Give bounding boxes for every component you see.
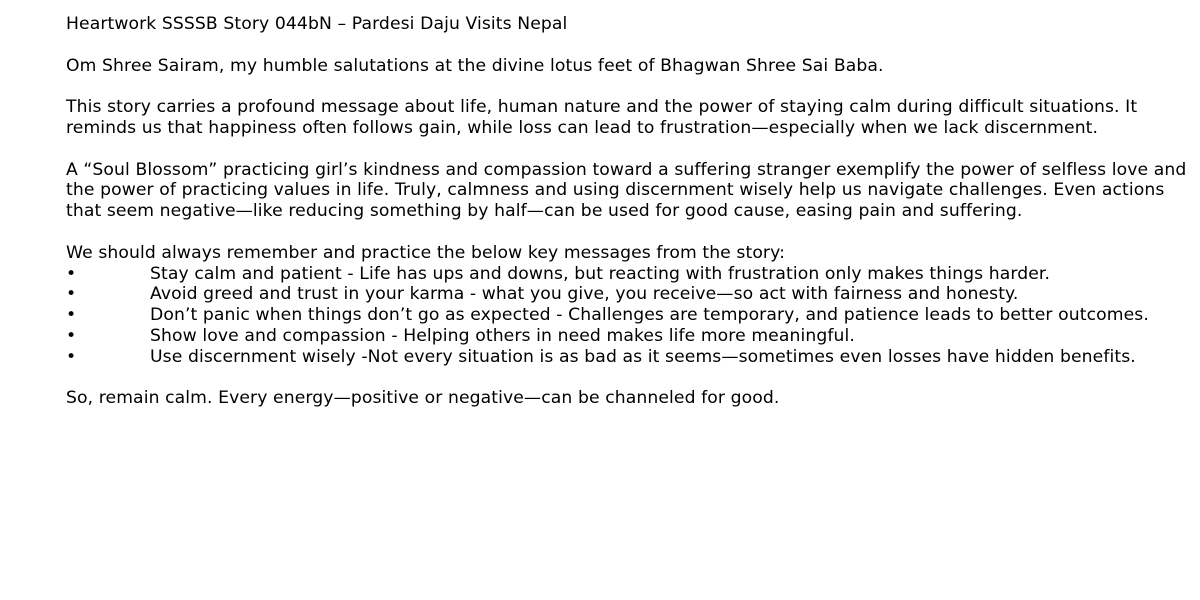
message-text: Don’t panic when things don’t go as expected - Challenges are temporary, and patience leads to better outcomes. xyxy=(150,305,1149,326)
key-messages-intro: We should always remember and practice the below key messages from the story: xyxy=(66,242,786,263)
document-title: Heartwork SSSSB Story 044bN – Pardesi Daju Visits Nepal xyxy=(66,14,568,34)
bullet-icon: • xyxy=(66,325,77,346)
bullet-icon: • xyxy=(66,305,77,326)
message-text: Stay calm and patient - Life has ups and downs, but reacting with frustration only makes things harder. xyxy=(150,263,1051,284)
story-document xyxy=(66,14,1191,409)
salutation-paragraph: Om Shree Sairam, my humble salutations at the divine lotus feet of Bhagwan Shree Sai Baba. xyxy=(66,55,884,76)
list-item xyxy=(66,264,1191,285)
list-item xyxy=(66,305,1191,326)
bullet-icon: • xyxy=(66,284,77,305)
closing-paragraph: So, remain calm. Every energy—positive or negative—can be channeled for good. xyxy=(66,388,780,409)
bullet-icon: • xyxy=(66,346,77,367)
story-message-paragraph: This story carries a profound message about life, human nature and the power of staying calm during difficult situations. It reminds us that happiness often follows gain, while loss can lead to frustration—especially when we lack discernment. xyxy=(66,97,1138,138)
list-item xyxy=(66,347,1191,368)
soul-blossom-paragraph: A “Soul Blossom” practicing girl’s kindness and compassion toward a suffering stranger exemplify the power of selfless love and the power of practicing values in life. Truly, calmness and using discernment wisely help us navigate challenges. Even actions that seem negative—like reducing something by half—can be used for good cause, easing pain and suffering. xyxy=(66,159,1187,222)
list-item xyxy=(66,284,1191,305)
bullet-icon: • xyxy=(66,263,77,284)
key-messages-list xyxy=(66,264,1191,368)
message-text: Show love and compassion - Helping others in need makes life more meaningful. xyxy=(150,325,855,346)
message-text: Use discernment wisely -Not every situation is as bad as it seems—sometimes even losses have hidden benefits. xyxy=(150,346,1136,367)
message-text: Avoid greed and trust in your karma - what you give, you receive—so act with fairness and honesty. xyxy=(150,284,1019,305)
list-item xyxy=(66,326,1191,347)
